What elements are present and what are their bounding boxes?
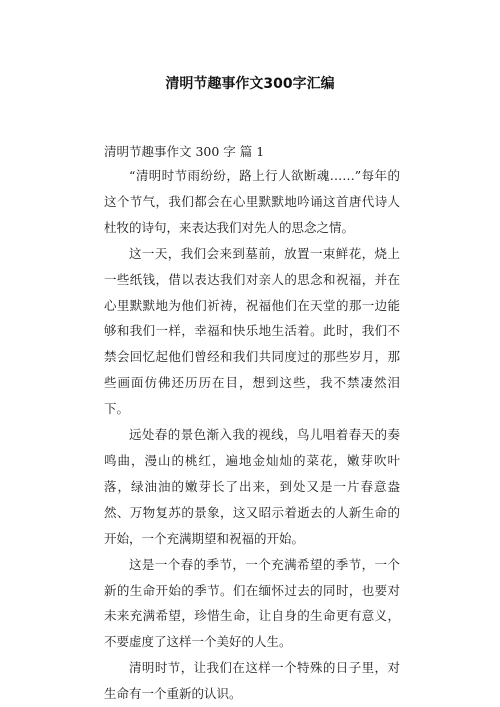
paragraph-1: “清明时节雨纷纷，路上行人欲断魂……”每年的这个节气，我们都会在心里默默地吟诵这首唐代诗人杜牧的诗句，来表达我们对先人的思念之情。 (104, 168, 400, 235)
paragraph-4: 这是一个春的季节，一个充满希望的季节，一个新的生命开始的季节。们在缅怀过去的同时，也要对未来充满希望，珍惜生命，让自身的生命更有意义，不要虚度了这样一个美好的人生。 (104, 556, 400, 650)
document-body (104, 163, 400, 707)
section-title: 清明节趣事作文 300 字 篇 1 (104, 144, 265, 159)
paragraph-2: 这一天，我们会来到墓前，放置一束鲜花，烧上一些纸钱，借以表达我们对亲人的思念和祝福，并在心里默默地为他们祈祷，祝福他们在天堂的那一边能够和我们一样，幸福和快乐地生活着。此时，我们不禁会回忆起他们曾经和我们共同度过的那些岁月，那些画面仿佛还历历在目，想到这些，我不禁凄然泪下。 (104, 245, 400, 417)
paragraph-5: 清明时节，让我们在这样一个特殊的日子里，对生命有一个重新的认识。 (104, 660, 400, 702)
document-title: 清明节趣事作文300字汇编 (165, 76, 335, 92)
paragraph-3: 远处春的景色渐入我的视线，鸟儿唱着春天的奏鸣曲，漫山的桃红，遍地金灿灿的菜花，嫩芽吹叶落，绿油油的嫩芽长了出来，到处又是一片春意盎然、万物复苏的景象，这又昭示着逝去的人新生命的开始，一个充满期望和祝福的开始。 (104, 427, 400, 546)
